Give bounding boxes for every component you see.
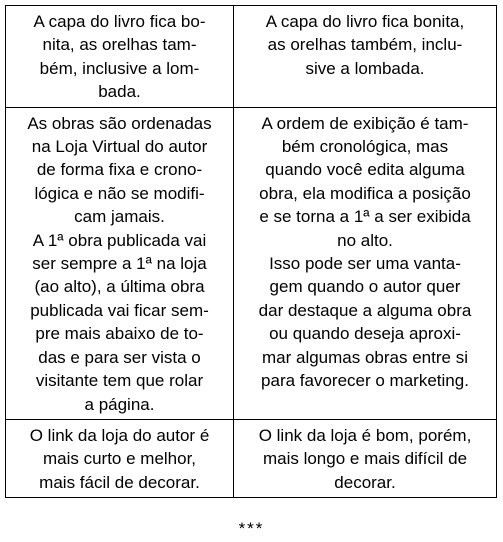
table-row xyxy=(6,419,497,497)
text-line: bém, inclusive a lom- xyxy=(39,58,200,78)
left-cell xyxy=(6,419,234,497)
right-cell xyxy=(234,107,497,419)
text-line: e se torna a 1ª a ser exibida xyxy=(259,207,471,227)
text-line: As obras são ordenadas xyxy=(27,113,212,133)
table-row xyxy=(6,107,497,419)
text-line: publicada vai ficar sem- xyxy=(30,300,209,320)
text-line: mais longo e mais difícil de xyxy=(262,449,468,469)
text-line: bada. xyxy=(98,82,141,102)
text-line: sive a lombada. xyxy=(305,58,425,78)
text-line: das e para ser vista o xyxy=(38,347,201,367)
text-line: bém cronológica, mas xyxy=(281,137,449,157)
text-line: quando você edita alguma xyxy=(265,160,465,180)
text-line: A 1ª obra publicada vai xyxy=(32,230,207,250)
text-line: gem quando o autor quer xyxy=(269,277,461,297)
text-line: obra, ela modifica a posição xyxy=(259,183,471,203)
text-line: A capa do livro fica bo- xyxy=(33,12,206,31)
text-line: mar algumas obras entre si xyxy=(262,347,468,367)
text-line: as orelhas também, inclu- xyxy=(267,35,463,55)
comparison-table xyxy=(5,5,497,498)
text-line: ou quando deseja aproxi- xyxy=(269,324,461,344)
text-line: dar destaque a alguma obra xyxy=(258,300,472,320)
text-line: visitante tem que rolar xyxy=(35,371,204,391)
text-line: no alto. xyxy=(337,230,393,250)
text-line: (ao alto), a última obra xyxy=(34,277,205,297)
right-cell xyxy=(234,419,497,497)
comparison-table-body xyxy=(6,6,497,498)
text-line: A capa do livro fica bonita, xyxy=(265,12,465,31)
text-line: A ordem de exibição é tam- xyxy=(261,113,469,133)
left-cell xyxy=(6,107,234,419)
text-line: ser sempre a 1ª na loja xyxy=(32,254,207,274)
text-line: Isso pode ser uma vanta- xyxy=(269,254,461,274)
text-line: nita, as orelhas tam- xyxy=(42,35,197,55)
text-line: de forma fixa e crono- xyxy=(36,160,203,180)
text-line: para favorecer o marketing. xyxy=(261,371,469,391)
text-line: na Loja Virtual do autor xyxy=(31,137,208,157)
text-line: mais fácil de decorar. xyxy=(39,472,200,492)
text-line: a página. xyxy=(84,394,155,414)
right-cell xyxy=(234,6,497,108)
table-row xyxy=(6,6,497,108)
text-line: pre mais abaixo de to- xyxy=(35,324,204,344)
section-separator: *** xyxy=(238,519,265,538)
text-line: mais curto e melhor, xyxy=(42,449,197,469)
text-line: cam jamais. xyxy=(74,207,165,227)
text-line: decorar. xyxy=(334,472,396,492)
text-line: O link da loja é bom, porém, xyxy=(258,425,472,445)
text-line: O link da loja do autor é xyxy=(29,425,210,445)
text-line: lógica e não se modifi- xyxy=(34,183,205,203)
left-cell xyxy=(6,6,234,108)
